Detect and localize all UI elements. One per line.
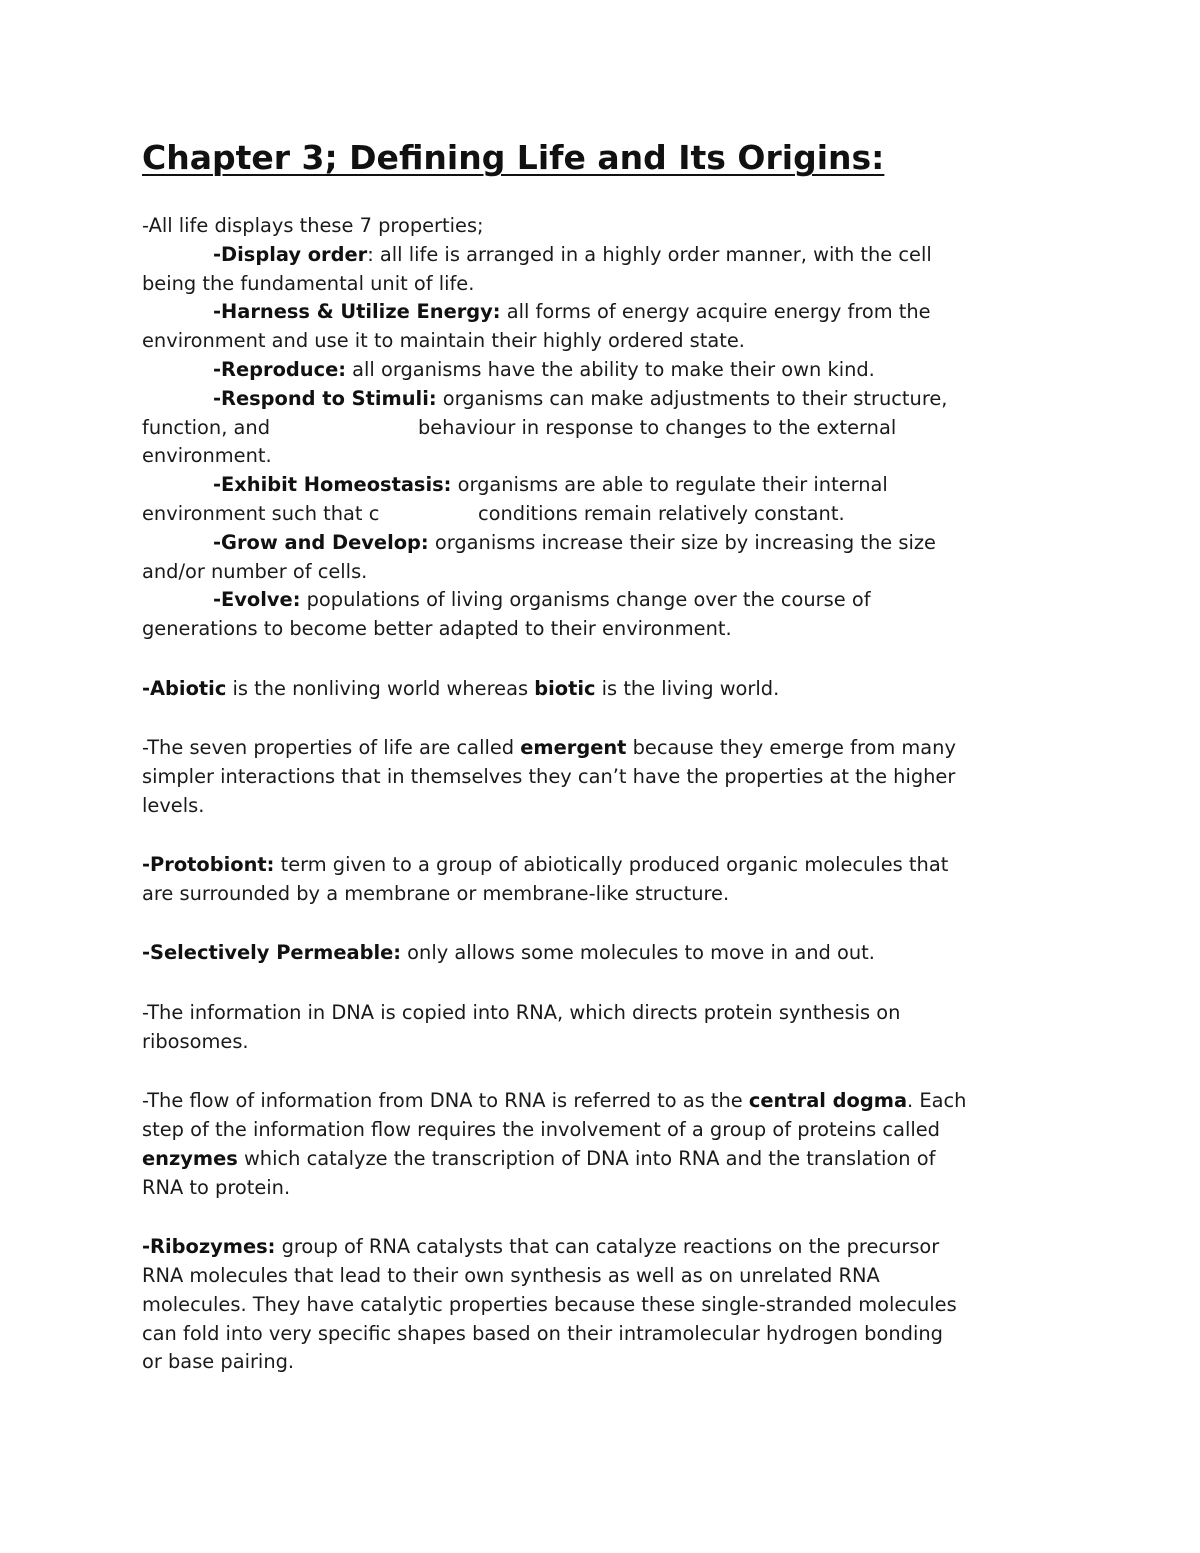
property-homeostasis: [142, 471, 1062, 500]
text: only allows some molecules to move in and out.: [401, 941, 875, 965]
central-dogma-paragraph: [142, 1087, 1062, 1116]
definition-continued: environment and use it to maintain their highly ordered state.: [142, 329, 745, 353]
text: -The seven properties of life are called: [142, 736, 521, 760]
term: -Respond to Stimuli:: [213, 386, 437, 410]
protobiont-paragraph: [142, 851, 1062, 880]
property-evolve: [142, 586, 1062, 615]
definition: : all life is arranged in a highly order manner, with the cell: [367, 242, 932, 266]
paragraph-gap: [142, 1057, 1062, 1088]
ribozymes-paragraph: [142, 1233, 1062, 1262]
property-display-order: [142, 241, 1062, 270]
paragraph-line: [142, 1145, 1062, 1174]
paragraph-line: levels.: [142, 793, 205, 817]
paragraph-line: or base pairing.: [142, 1350, 295, 1374]
term: enzymes: [142, 1146, 238, 1170]
definition-continued: being the fundamental unit of life.: [142, 271, 475, 295]
term: -Protobiont:: [142, 853, 275, 877]
property-reproduce: [142, 356, 1062, 385]
term: -Reproduce:: [213, 357, 346, 381]
paragraph-gap: [142, 909, 1062, 940]
definition-continued: function, and behaviour in response to changes to the external: [142, 415, 897, 439]
definition: organisms are able to regulate their internal: [451, 473, 888, 497]
paragraph-line: RNA molecules that lead to their own synthesis as well as on unrelated RNA: [142, 1263, 880, 1287]
paragraph-line: can fold into very specific shapes based on their intramolecular hydrogen bonding: [142, 1321, 943, 1345]
property-respond-stimuli: [142, 385, 1062, 414]
text: because they emerge from many: [626, 736, 956, 760]
definition-continued: and/or number of cells.: [142, 559, 368, 583]
dna-paragraph: -The information in DNA is copied into RNA, which directs protein synthesis on: [142, 1000, 901, 1024]
paragraph-gap: [142, 703, 1062, 734]
text: is the living world.: [595, 676, 780, 700]
paragraph-gap: [142, 968, 1062, 999]
paragraph-line: simpler interactions that in themselves they can’t have the properties at the higher: [142, 764, 956, 788]
term: biotic: [534, 676, 596, 700]
text: -The flow of information from DNA to RNA is referred to as the: [142, 1089, 749, 1113]
term: -Grow and Develop:: [213, 530, 429, 554]
term: -Selectively Permeable:: [142, 941, 401, 965]
definition: all forms of energy acquire energy from the: [500, 300, 931, 324]
definition-continued: generations to become better adapted to their environment.: [142, 617, 732, 641]
paragraph-gap: [142, 1202, 1062, 1233]
selectively-permeable-paragraph: [142, 939, 1062, 968]
paragraph-line: are surrounded by a membrane or membrane-like structure.: [142, 882, 730, 905]
emergent-paragraph: [142, 734, 1062, 763]
paragraph-gap: [142, 644, 1062, 675]
paragraph-line: molecules. They have catalytic properties because these single-stranded molecules: [142, 1292, 957, 1316]
definition: organisms can make adjustments to their structure,: [436, 386, 948, 410]
text: . Each: [907, 1089, 967, 1113]
paragraph-line: RNA to protein.: [142, 1175, 291, 1199]
definition-continued: environment such that c conditions remain relatively constant.: [142, 501, 845, 525]
term: emergent: [520, 736, 627, 760]
paragraph-gap: [142, 821, 1062, 852]
term: central dogma: [748, 1089, 908, 1113]
intro-line: -All life displays these 7 properties;: [142, 214, 484, 237]
property-harness-energy: [142, 298, 1062, 327]
text: term given to a group of abiotically produced organic molecules that: [274, 853, 949, 877]
definition: populations of living organisms change over the course of: [300, 588, 871, 612]
definition: organisms increase their size by increasing the size: [428, 530, 936, 554]
term: -Display order: [213, 242, 368, 266]
abiotic-paragraph: [142, 675, 1062, 704]
text: which catalyze the transcription of DNA into RNA and the translation of: [237, 1146, 936, 1170]
term: -Ribozymes:: [142, 1235, 276, 1259]
term: -Harness & Utilize Energy:: [213, 300, 501, 324]
document-body: [142, 212, 1062, 1377]
definition-continued: environment.: [142, 444, 272, 468]
paragraph-line: step of the information flow requires the involvement of a group of proteins called: [142, 1118, 940, 1142]
text: is the nonliving world whereas: [226, 676, 535, 700]
property-grow-develop: [142, 529, 1062, 558]
definition: all organisms have the ability to make their own kind.: [345, 357, 875, 381]
term: -Exhibit Homeostasis:: [213, 473, 452, 497]
term: -Evolve:: [213, 588, 301, 612]
paragraph-line: ribosomes.: [142, 1029, 249, 1053]
text: group of RNA catalysts that can catalyze reactions on the precursor: [275, 1235, 940, 1259]
chapter-title: Chapter 3; Defining Life and Its Origins:: [142, 138, 885, 177]
term: -Abiotic: [142, 676, 227, 700]
